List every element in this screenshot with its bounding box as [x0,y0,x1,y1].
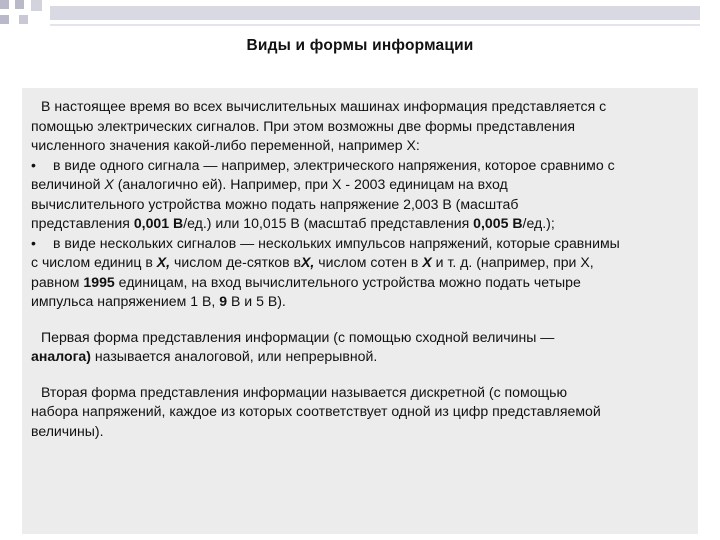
variable-x: Х [422,254,432,270]
variable-x: Х, [301,254,315,270]
number-value: 9 [219,293,228,309]
bullet-1-text: /ед.) или 10,015 В (масштаб представления [183,215,474,231]
bullet-1-text: /ед.); [522,215,555,231]
corner-decoration [0,0,720,40]
slide-body [31,97,696,441]
bullet-marker: • [31,234,36,251]
scale-value: 0,001 В [133,215,184,231]
number-value: 1995 [83,273,115,290]
first-form-line: называется аналоговой, или непрерывной. [90,348,378,364]
bullet-1-line: вычислительного устройства можно подать напряжение 2,003 В (масштаб [31,195,519,212]
first-form-line: Первая форма представления информации (с помощью сходной величины — [41,328,555,345]
bullet-2-text: с числом единиц в [31,254,157,270]
bullet-1-text: (аналогично ей). Например, при Х - 2003 единицам на вход [113,176,508,192]
bullet-2-text: единицам, на вход вычислительного устройства можно подать четыре [114,273,581,290]
second-form-paragraph [31,383,696,442]
bullet-2-text: равном [31,273,84,290]
second-form-line: набора напряжений, каждое из которых соответствует одной из цифр представляемой [31,403,601,419]
bullet-1-line: в виде одного сигнала — например, электрического напряжения, которое сравнимо с [53,156,615,173]
bullet-2-line: в виде нескольких сигналов — нескольких импульсов напряжений, которые сравнимы [53,234,620,251]
bullet-marker: • [31,156,36,173]
second-form-line: Вторая форма представления информации называется дискретной (с помощью [41,383,568,400]
variable-x: Х, [156,254,171,270]
bullet-2-text: и т. д. (например, при Х, [431,254,594,270]
slide-title: Виды и формы информации [246,37,474,54]
analog-term: аналога) [31,348,91,364]
scale-value: 0,005 В [473,215,523,231]
bullet-2-text: импульса напряжением 1 В, [31,293,220,309]
variable-x: Х [104,176,114,192]
bullet-1-text: представления [31,215,134,231]
second-form-line: величины). [31,422,104,439]
bullet-2-text: числом де-сятков в [170,254,302,270]
intro-line: В настоящее время во всех вычислительных машинах информация представляется с [41,98,607,114]
bullet-2-text: В и 5 В). [227,293,286,309]
first-form-paragraph [31,328,696,367]
intro-line: численного значения какой-либо переменной, например Х: [31,137,420,153]
intro-paragraph [31,97,696,312]
bullet-2-text: числом сотен в [314,254,423,270]
bullet-1-text: величиной [31,176,105,192]
intro-line: помощью электрических сигналов. При этом возможны две формы представления [31,117,576,134]
